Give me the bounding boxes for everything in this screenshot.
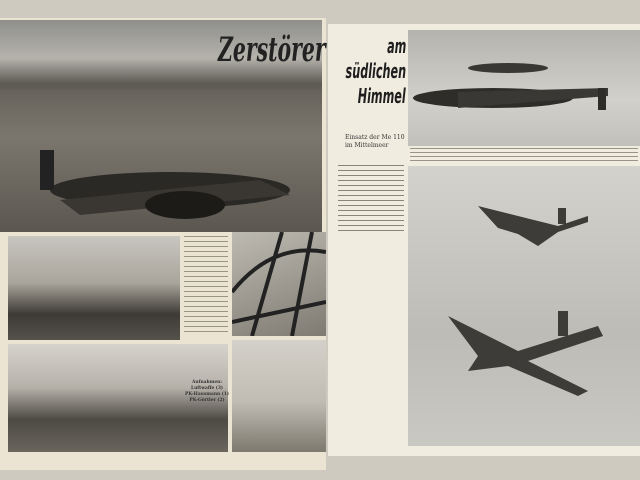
caption-strip: [410, 148, 638, 164]
ground-crew-photo: [8, 236, 180, 340]
two-planes-photo: [408, 166, 640, 446]
credit-line: Aufnahmen: Luftwaffe (3): [191, 380, 223, 391]
title-line: Himmel: [358, 84, 406, 108]
credit-line: PK-Hausmann (1): [185, 392, 229, 397]
article-title: Zerstörer: [218, 30, 326, 70]
plane-icon: [408, 166, 640, 446]
caption-column: [184, 236, 228, 336]
plane-icon: [408, 30, 640, 146]
crew-lineup-photo: [232, 340, 326, 452]
photo-credits: [182, 380, 232, 404]
canopy-frame-icon: [232, 232, 326, 336]
article-subhead: Einsatz der Me 110 im Mittelmeer: [345, 134, 405, 149]
title-line: am: [386, 34, 406, 58]
formation-flight-photo: [408, 30, 640, 146]
cockpit-canopy-photo: [232, 232, 326, 336]
body-text-block: [338, 165, 404, 235]
article-title-continued: [336, 34, 406, 109]
title-line: südlichen: [345, 59, 406, 83]
credit-line: PK-Görtler (2): [189, 398, 225, 403]
